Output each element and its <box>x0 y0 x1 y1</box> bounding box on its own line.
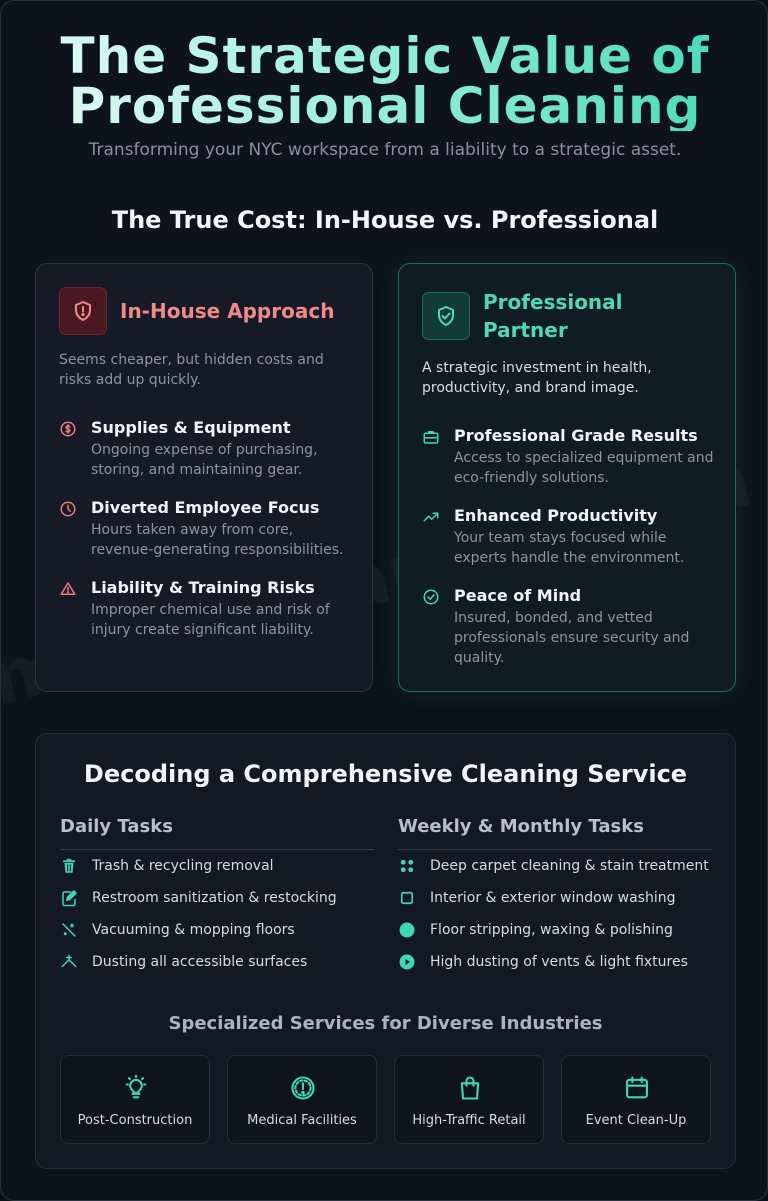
task-label: Interior & exterior window washing <box>430 890 676 906</box>
dollar-circle-icon <box>59 420 77 438</box>
duster-icon <box>60 953 78 971</box>
professional-item-title: Peace of Mind <box>454 586 582 605</box>
in-house-item <box>59 497 359 560</box>
daily-tasks-column <box>60 816 374 978</box>
shield-check-icon <box>422 292 470 340</box>
task-label: Deep carpet cleaning & stain treatment <box>430 858 709 874</box>
specialized-tile <box>561 1055 711 1144</box>
task-label: Dusting all accessible surfaces <box>92 954 308 970</box>
professional-item <box>422 585 722 668</box>
in-house-item-title: Liability & Training Risks <box>91 578 315 597</box>
professional-item-title: Professional Grade Results <box>454 426 698 445</box>
specialized-title: Specialized Services for Diverse Industries <box>168 1013 603 1034</box>
in-house-item <box>59 577 359 640</box>
in-house-item-description: Ongoing expense of purchasing, storing, and maintaining gear. <box>91 442 318 478</box>
calendar-icon <box>623 1074 651 1102</box>
specialized-tile <box>60 1055 210 1144</box>
task-label: Trash & recycling removal <box>92 858 274 874</box>
professional-item <box>422 505 722 568</box>
trending-up-icon <box>422 508 440 526</box>
lightbulb-icon <box>122 1074 150 1102</box>
task-label: Vacuuming & mopping floors <box>92 922 295 938</box>
vacuum-icon <box>60 921 78 939</box>
professional-card <box>398 263 736 692</box>
in-house-description: Seems cheaper, but hidden costs and risks add up quickly. <box>59 352 324 388</box>
in-house-item-title: Diverted Employee Focus <box>91 498 320 517</box>
specialized-tile-label: Event Clean-Up <box>585 1113 687 1128</box>
hero-subtitle: Transforming your NYC workspace from a liability to a strategic asset. <box>88 140 682 160</box>
professional-item-description: Insured, bonded, and vetted professionals ensure security and quality. <box>454 610 690 666</box>
specialized-tile <box>394 1055 544 1144</box>
task-label: Floor stripping, waxing & polishing <box>430 922 673 938</box>
task-item <box>398 882 712 914</box>
briefcase-icon <box>422 428 440 446</box>
task-item <box>60 914 374 946</box>
clock-icon <box>59 500 77 518</box>
task-item <box>60 882 374 914</box>
hero-title-line2: Professional Cleaning <box>68 77 702 135</box>
professional-item-title: Enhanced Productivity <box>454 506 658 525</box>
task-item <box>60 946 374 978</box>
clipboard-edit-icon <box>60 889 78 907</box>
service-title: Decoding a Comprehensive Cleaning Service <box>83 760 688 788</box>
in-house-title: In-House Approach <box>120 299 335 323</box>
task-item <box>398 946 712 978</box>
specialized-tile-label: High-Traffic Retail <box>412 1113 526 1128</box>
specialized-tile <box>227 1055 377 1144</box>
service-panel <box>35 733 736 1169</box>
professional-item-description: Access to specialized equipment and eco-friendly solutions. <box>454 450 714 486</box>
in-house-card <box>35 263 373 692</box>
play-circle-icon <box>398 953 416 971</box>
task-label: High dusting of vents & light fixtures <box>430 954 688 970</box>
trash-icon <box>60 857 78 875</box>
task-item <box>398 914 712 946</box>
professional-title: Professional Partner <box>483 290 623 342</box>
task-item <box>60 850 374 882</box>
shopping-bag-icon <box>456 1074 484 1102</box>
professional-item <box>422 425 722 488</box>
check-circle-icon <box>422 588 440 606</box>
in-house-item-description: Improper chemical use and risk of injury create significant liability. <box>91 602 330 638</box>
in-house-item-description: Hours taken away from core, revenue-generating responsibilities. <box>91 522 344 558</box>
filled-circle-icon <box>398 921 416 939</box>
task-label: Restroom sanitization & restocking <box>92 890 337 906</box>
grid-dots-icon <box>398 857 416 875</box>
in-house-item-title: Supplies & Equipment <box>91 418 291 437</box>
warning-triangle-icon <box>59 580 77 598</box>
square-icon <box>398 889 416 907</box>
weekly-tasks-column <box>398 816 712 978</box>
in-house-item <box>59 417 359 480</box>
comparison-title: The True Cost: In-House vs. Professional <box>111 206 659 234</box>
specialized-tile-label: Medical Facilities <box>247 1113 357 1128</box>
shield-alert-icon <box>59 287 107 335</box>
daily-tasks-heading: Daily Tasks <box>60 816 374 850</box>
specialized-tile-label: Post-Construction <box>77 1113 193 1128</box>
medical-alert-icon <box>289 1074 317 1102</box>
hero-title <box>1 27 768 135</box>
professional-description: A strategic investment in health, productivity, and brand image. <box>422 360 652 396</box>
task-item <box>398 850 712 882</box>
weekly-tasks-heading: Weekly & Monthly Tasks <box>398 816 712 850</box>
hero-title-line1: The Strategic Value of <box>60 27 710 85</box>
professional-item-description: Your team stays focused while experts handle the environment. <box>454 530 685 566</box>
